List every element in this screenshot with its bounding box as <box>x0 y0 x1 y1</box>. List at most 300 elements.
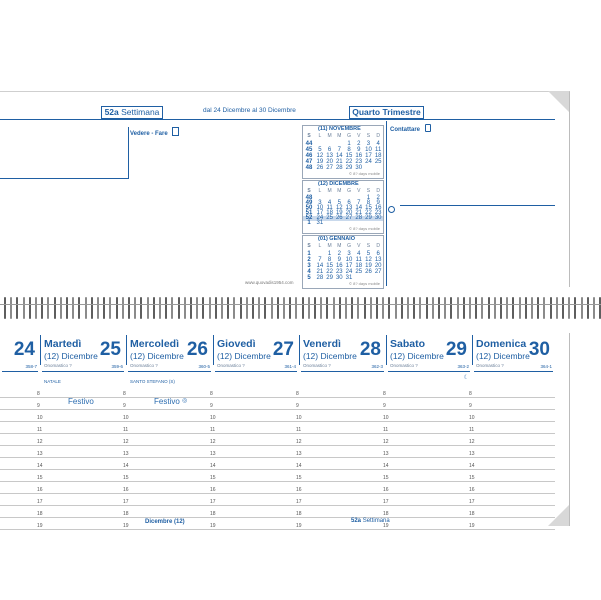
hour-label: 17 <box>210 499 216 505</box>
mini-calendar-day <box>373 221 383 226</box>
mini-calendar-dow-cell: S <box>307 243 311 249</box>
mini-calendar-day: 21 <box>335 158 343 165</box>
hour-label: 10 <box>469 415 475 421</box>
mini-calendar-day: 19 <box>316 158 324 165</box>
binding-ring <box>122 297 124 319</box>
mini-calendar-day: 29 <box>345 164 353 171</box>
mini-calendar-day: 14 <box>316 262 324 269</box>
mini-calendar-dow-cell: L <box>318 133 322 139</box>
hour-row-line <box>213 505 299 506</box>
hour-label: 18 <box>210 511 216 517</box>
hour-label: 17 <box>469 499 475 505</box>
day-count: 363-2 <box>457 364 469 369</box>
binding-ring <box>215 297 217 319</box>
hour-row-line <box>40 505 126 506</box>
holiday-name: SANTO STEFANO (S) <box>130 379 175 384</box>
binding-ring <box>463 297 465 319</box>
hour-label: 17 <box>123 499 129 505</box>
mini-calendar-day: 25 <box>326 214 333 221</box>
binding-ring <box>246 297 248 319</box>
hour-label: 10 <box>383 415 389 421</box>
week-label: Settimana <box>121 107 160 117</box>
binding-ring <box>333 297 335 319</box>
binding-ring <box>109 297 111 319</box>
binding-ring <box>277 297 279 319</box>
hour-row-line <box>126 469 213 470</box>
mini-calendar-day: 9 <box>357 146 361 153</box>
hour-row-line <box>472 445 555 446</box>
hour-label: 10 <box>37 415 43 421</box>
hour-label: 9 <box>469 403 472 409</box>
onomastico-label: Onomastico ? <box>303 363 331 368</box>
hour-row-line <box>213 493 299 494</box>
binding-ring <box>488 297 490 319</box>
mini-calendar-november <box>302 125 384 179</box>
hour-row-line <box>40 457 126 458</box>
mini-calendar-week-number: 3 <box>307 262 311 269</box>
mini-calendar-day: 25 <box>374 158 382 165</box>
hour-label: 13 <box>383 451 389 457</box>
day-number: 28 <box>359 339 381 360</box>
day-separator <box>126 335 127 365</box>
hour-row-line <box>386 445 472 446</box>
mini-calendar-day: 12 <box>365 256 372 263</box>
hour-row-line <box>213 421 299 422</box>
mini-calendar-day: 1 <box>327 250 332 257</box>
binding-ring <box>469 297 471 319</box>
binding-ring <box>196 297 198 319</box>
day-name: Domenica <box>476 338 527 350</box>
day-header-underline <box>301 371 384 372</box>
mini-calendar-day: 28 <box>355 214 363 221</box>
day-column[interactable] <box>37 333 129 529</box>
hour-label: 19 <box>383 523 389 529</box>
binding-ring <box>16 297 18 319</box>
hour-row-line <box>299 505 386 506</box>
mini-calendar-day: 16 <box>374 204 382 211</box>
mini-calendar-day: 28 <box>335 164 343 171</box>
hour-label: 9 <box>383 403 386 409</box>
mini-calendar-day <box>364 221 374 226</box>
onomastico-label: Onomastico ? <box>476 363 504 368</box>
hour-row-line <box>299 397 386 398</box>
mini-calendar-day: 14 <box>335 152 343 159</box>
note-icon <box>172 127 179 136</box>
binding-ring <box>450 297 452 319</box>
hour-label: 11 <box>296 427 302 433</box>
mini-calendar-day: 22 <box>345 158 353 165</box>
day-name: Venerdì <box>303 338 341 350</box>
binding-ring <box>289 297 291 319</box>
mini-calendar-dow-cell: V <box>357 188 361 194</box>
mini-calendar-day: 25 <box>355 268 363 275</box>
hour-label: 19 <box>123 523 129 529</box>
contattare-text: Contattare <box>390 127 421 133</box>
mini-calendar-day: 31 <box>316 219 324 226</box>
mini-calendar-day: 13 <box>345 204 353 211</box>
binding-ring <box>364 297 366 319</box>
binding-ring <box>314 297 316 319</box>
day-column[interactable] <box>210 333 302 529</box>
day-column[interactable] <box>383 333 475 529</box>
mini-calendar-dow-cell: S <box>366 188 371 194</box>
hour-label: 8 <box>296 391 299 397</box>
hour-row-line <box>0 421 40 422</box>
binding-ring <box>66 297 68 319</box>
binding-ring <box>568 297 570 319</box>
mini-calendar-day: 1 <box>347 140 351 147</box>
binding-ring <box>556 297 558 319</box>
mail-icon <box>388 206 395 213</box>
day-subtitle: (12) Dicembre <box>476 351 530 361</box>
mini-calendar-dow-cell: G <box>347 243 351 249</box>
mini-calendar-day: 26 <box>316 164 324 171</box>
binding-ring <box>128 297 130 319</box>
contattare-left-border <box>386 121 387 286</box>
binding-ring <box>326 297 328 319</box>
binding-ring <box>426 297 428 319</box>
day-separator <box>40 335 41 365</box>
day-column[interactable] <box>123 333 216 529</box>
hour-label: 18 <box>469 511 475 517</box>
binding-ring <box>140 297 142 319</box>
mini-calendar-title: (01) GENNAIO <box>318 236 355 242</box>
quarter-box: Quarto Trimestre <box>349 106 424 119</box>
hour-row-line <box>126 517 213 518</box>
hour-label: 14 <box>210 463 216 469</box>
mini-calendar-day: 6 <box>376 250 380 257</box>
mini-calendar-day: 15 <box>326 262 333 269</box>
mini-calendar-day: 26 <box>365 268 372 275</box>
mini-calendar-day: 29 <box>326 274 333 281</box>
mini-calendar-week-number: 1 <box>307 250 311 257</box>
binding-ring <box>587 297 589 319</box>
mini-calendar-day: 29 <box>365 214 372 221</box>
hour-row-line <box>213 517 299 518</box>
binding-ring <box>252 297 254 319</box>
mini-calendar-dow-cell: M <box>337 243 342 249</box>
hour-row-line <box>0 433 40 434</box>
binding-ring <box>475 297 477 319</box>
binding-ring <box>438 297 440 319</box>
day-header-underline <box>42 371 124 372</box>
binding-ring <box>271 297 273 319</box>
mini-calendar-day: 10 <box>316 204 324 211</box>
binding-ring <box>97 297 99 319</box>
hour-row-line <box>472 409 555 410</box>
hour-row-line <box>213 445 299 446</box>
mini-calendar-day: 14 <box>355 204 363 211</box>
hour-label: 16 <box>469 487 475 493</box>
footer-week-label: Settimana <box>362 518 390 524</box>
mini-calendar-day: 18 <box>326 209 333 216</box>
hour-row-line <box>40 397 126 398</box>
mini-calendar-week-row <box>303 275 383 281</box>
hour-row-line <box>126 529 213 530</box>
mini-calendar-day: 28 <box>316 274 324 281</box>
mini-calendar-day: 10 <box>365 146 372 153</box>
hour-row-line <box>299 469 386 470</box>
mini-calendar-day: 24 <box>365 158 372 165</box>
mini-calendar-december <box>302 180 384 234</box>
day-number: 25 <box>99 339 121 360</box>
day-column[interactable] <box>296 333 389 529</box>
phone-icon <box>425 124 431 132</box>
vedere-fare-left-border <box>128 127 129 179</box>
hour-label: 14 <box>123 463 129 469</box>
mini-calendar-dow-cell: G <box>347 133 351 139</box>
hour-row-line <box>213 409 299 410</box>
day-count: 359-6 <box>111 364 123 369</box>
mini-calendar-day <box>364 275 374 281</box>
mini-calendar-week-number: 50 <box>305 204 313 211</box>
mini-calendar-day <box>354 275 364 281</box>
hour-row-line <box>299 433 386 434</box>
hour-row-line <box>472 457 555 458</box>
mini-calendar-day <box>325 221 335 226</box>
hour-row-line <box>0 481 40 482</box>
binding-ring <box>47 297 49 319</box>
hour-row-line <box>213 457 299 458</box>
hour-row-line <box>126 409 213 410</box>
mini-calendar-day: 12 <box>316 152 324 159</box>
hour-row-line <box>472 433 555 434</box>
footer-week-number: 52a <box>351 518 362 524</box>
week-number: 52a <box>104 107 119 117</box>
page-corner-bottom <box>548 505 569 526</box>
day-header-underline <box>128 371 211 372</box>
mini-calendar-dow-cell: S <box>307 188 311 194</box>
hour-label: 16 <box>383 487 389 493</box>
vedere-fare-label <box>130 127 179 137</box>
mini-calendar-day: 7 <box>318 256 322 263</box>
mini-calendar-week-row <box>303 221 383 226</box>
hour-row-line <box>213 433 299 434</box>
binding-ring <box>395 297 397 319</box>
binding-ring <box>72 297 74 319</box>
mini-calendar-dow-cell: G <box>347 188 351 194</box>
hour-label: 12 <box>469 439 475 445</box>
hour-label: 17 <box>296 499 302 505</box>
binding-ring <box>407 297 409 319</box>
hour-row-line <box>472 469 555 470</box>
hour-row-line <box>472 481 555 482</box>
hour-row-line <box>472 529 555 530</box>
mini-calendar-day: 8 <box>327 256 332 263</box>
binding-ring <box>370 297 372 319</box>
binding-ring <box>519 297 521 319</box>
mini-calendar-day: 27 <box>345 214 353 221</box>
hour-row-line <box>0 397 40 398</box>
binding-ring <box>202 297 204 319</box>
mini-calendar-day: 2 <box>376 194 380 201</box>
mini-calendar-day: 19 <box>335 209 343 216</box>
binding-ring <box>500 297 502 319</box>
hour-label: 12 <box>210 439 216 445</box>
mini-calendar-day: 17 <box>345 262 353 269</box>
hour-label: 9 <box>296 403 299 409</box>
hour-row-line <box>0 529 40 530</box>
binding-ring <box>91 297 93 319</box>
hour-label: 14 <box>383 463 389 469</box>
mini-calendar-day: 9 <box>337 256 341 263</box>
binding-ring <box>184 297 186 319</box>
binding-ring <box>457 297 459 319</box>
day-header-underline <box>2 371 38 372</box>
mini-calendar-week-number: 45 <box>305 146 313 153</box>
mini-calendar-dow <box>303 243 383 251</box>
mini-calendar-day: 20 <box>345 209 353 216</box>
binding-ring <box>78 297 80 319</box>
binding-ring <box>357 297 359 319</box>
mini-calendar-day: 21 <box>316 268 324 275</box>
hour-row-line <box>386 397 472 398</box>
hour-label: 19 <box>296 523 302 529</box>
hour-label: 10 <box>210 415 216 421</box>
binding-ring <box>54 297 56 319</box>
day-number: 30 <box>528 339 550 360</box>
day-column[interactable] <box>469 333 555 529</box>
mini-calendar-day: 16 <box>335 262 343 269</box>
mini-calendar-dow-cell: M <box>337 188 342 194</box>
moon-icon: ◎ <box>182 398 188 404</box>
mini-calendar-day: 16 <box>355 152 363 159</box>
binding-ring <box>302 297 304 319</box>
hour-row-line <box>386 481 472 482</box>
day-number: 26 <box>186 339 208 360</box>
binding-ring <box>10 297 12 319</box>
binding-ring <box>413 297 415 319</box>
binding-ring <box>339 297 341 319</box>
left-area-bottom-line <box>0 178 128 179</box>
mini-calendar-day: 12 <box>335 204 343 211</box>
hour-label: 13 <box>37 451 43 457</box>
mini-calendar-day: 6 <box>347 199 351 206</box>
mini-calendar-day: 23 <box>355 158 363 165</box>
mini-calendar-day: 5 <box>337 199 341 206</box>
bottom-sheet <box>0 333 570 529</box>
day-number: 27 <box>272 339 294 360</box>
hour-label: 8 <box>210 391 213 397</box>
mini-calendar-day: 3 <box>347 250 351 257</box>
binding-ring <box>593 297 595 319</box>
onomastico-label: Onomastico ? <box>130 363 158 368</box>
mini-calendar-day: 9 <box>376 199 380 206</box>
mini-calendar-day: 27 <box>374 268 382 275</box>
mini-calendar-day: 3 <box>366 140 371 147</box>
hour-row-line <box>472 421 555 422</box>
festivo-label: Festivo <box>68 397 94 406</box>
mini-calendar-day: 7 <box>357 199 361 206</box>
hour-label: 8 <box>37 391 40 397</box>
binding-ring <box>116 297 118 319</box>
hour-row-line <box>40 517 126 518</box>
hour-row-line <box>213 469 299 470</box>
hour-row-line <box>299 445 386 446</box>
hour-row-line <box>299 409 386 410</box>
hour-label: 9 <box>210 403 213 409</box>
mini-calendar-day <box>344 221 354 226</box>
hour-row-line <box>126 481 213 482</box>
hour-row-line <box>386 529 472 530</box>
day-count: 364-1 <box>540 364 552 369</box>
hour-row-line <box>126 457 213 458</box>
mini-calendar-dow <box>303 188 383 196</box>
mini-calendar-day: 5 <box>366 250 371 257</box>
week-box <box>101 106 163 119</box>
mini-calendar-day: 21 <box>355 209 363 216</box>
mini-calendar-day: 8 <box>366 199 371 206</box>
mini-calendar-day: 11 <box>355 256 362 263</box>
header-divider <box>0 119 555 120</box>
hour-label: 12 <box>296 439 302 445</box>
hour-row-line <box>40 433 126 434</box>
binding-ring <box>4 297 6 319</box>
mini-calendar-week-number: 2 <box>307 256 311 263</box>
hour-label: 11 <box>469 427 475 433</box>
binding-ring <box>562 297 564 319</box>
hour-row-line <box>40 409 126 410</box>
mini-calendar-dow-cell: M <box>327 133 332 139</box>
binding-wire <box>0 304 601 305</box>
binding-ring <box>227 297 229 319</box>
mini-calendar-day: 30 <box>335 274 343 281</box>
hour-label: 10 <box>123 415 129 421</box>
contattare-line <box>400 205 555 206</box>
binding-ring <box>512 297 514 319</box>
mini-calendar-day: 5 <box>318 146 322 153</box>
mini-calendar-day: 22 <box>326 268 333 275</box>
mini-calendar-day: 13 <box>374 256 382 263</box>
hour-label: 18 <box>296 511 302 517</box>
hour-row-line <box>386 517 472 518</box>
binding-ring <box>432 297 434 319</box>
mini-calendar-week-number: 52 <box>305 214 313 221</box>
hour-row-line <box>472 517 555 518</box>
hour-label: 8 <box>469 391 472 397</box>
hour-label: 12 <box>37 439 43 445</box>
hour-row-line <box>299 493 386 494</box>
mini-calendar-day: 7 <box>337 146 341 153</box>
binding-ring <box>258 297 260 319</box>
hour-label: 9 <box>123 403 126 409</box>
day-separator <box>299 335 300 365</box>
hour-label: 18 <box>37 511 43 517</box>
mini-calendar-day: 23 <box>374 209 382 216</box>
binding-ring <box>574 297 576 319</box>
hour-row-line <box>213 481 299 482</box>
binding-ring <box>388 297 390 319</box>
day-count: 358-7 <box>25 364 37 369</box>
mini-calendar-week-number: 49 <box>305 199 313 206</box>
mini-calendar-day: 24 <box>345 268 353 275</box>
mini-calendar-week-number: 5 <box>307 274 311 281</box>
hour-label: 15 <box>37 475 43 481</box>
hour-row-line <box>126 421 213 422</box>
binding-ring <box>159 297 161 319</box>
mini-calendar-dow-cell: L <box>318 243 322 249</box>
hour-row-line <box>0 409 40 410</box>
hour-row-line <box>299 457 386 458</box>
mini-calendar-day: 3 <box>318 199 322 206</box>
hour-label: 10 <box>296 415 302 421</box>
hour-row-line <box>40 529 126 530</box>
mini-calendar-day: 11 <box>326 204 333 211</box>
day-name: Giovedì <box>217 338 256 350</box>
hour-label: 16 <box>37 487 43 493</box>
page-corner <box>548 91 569 112</box>
hour-label: 8 <box>123 391 126 397</box>
